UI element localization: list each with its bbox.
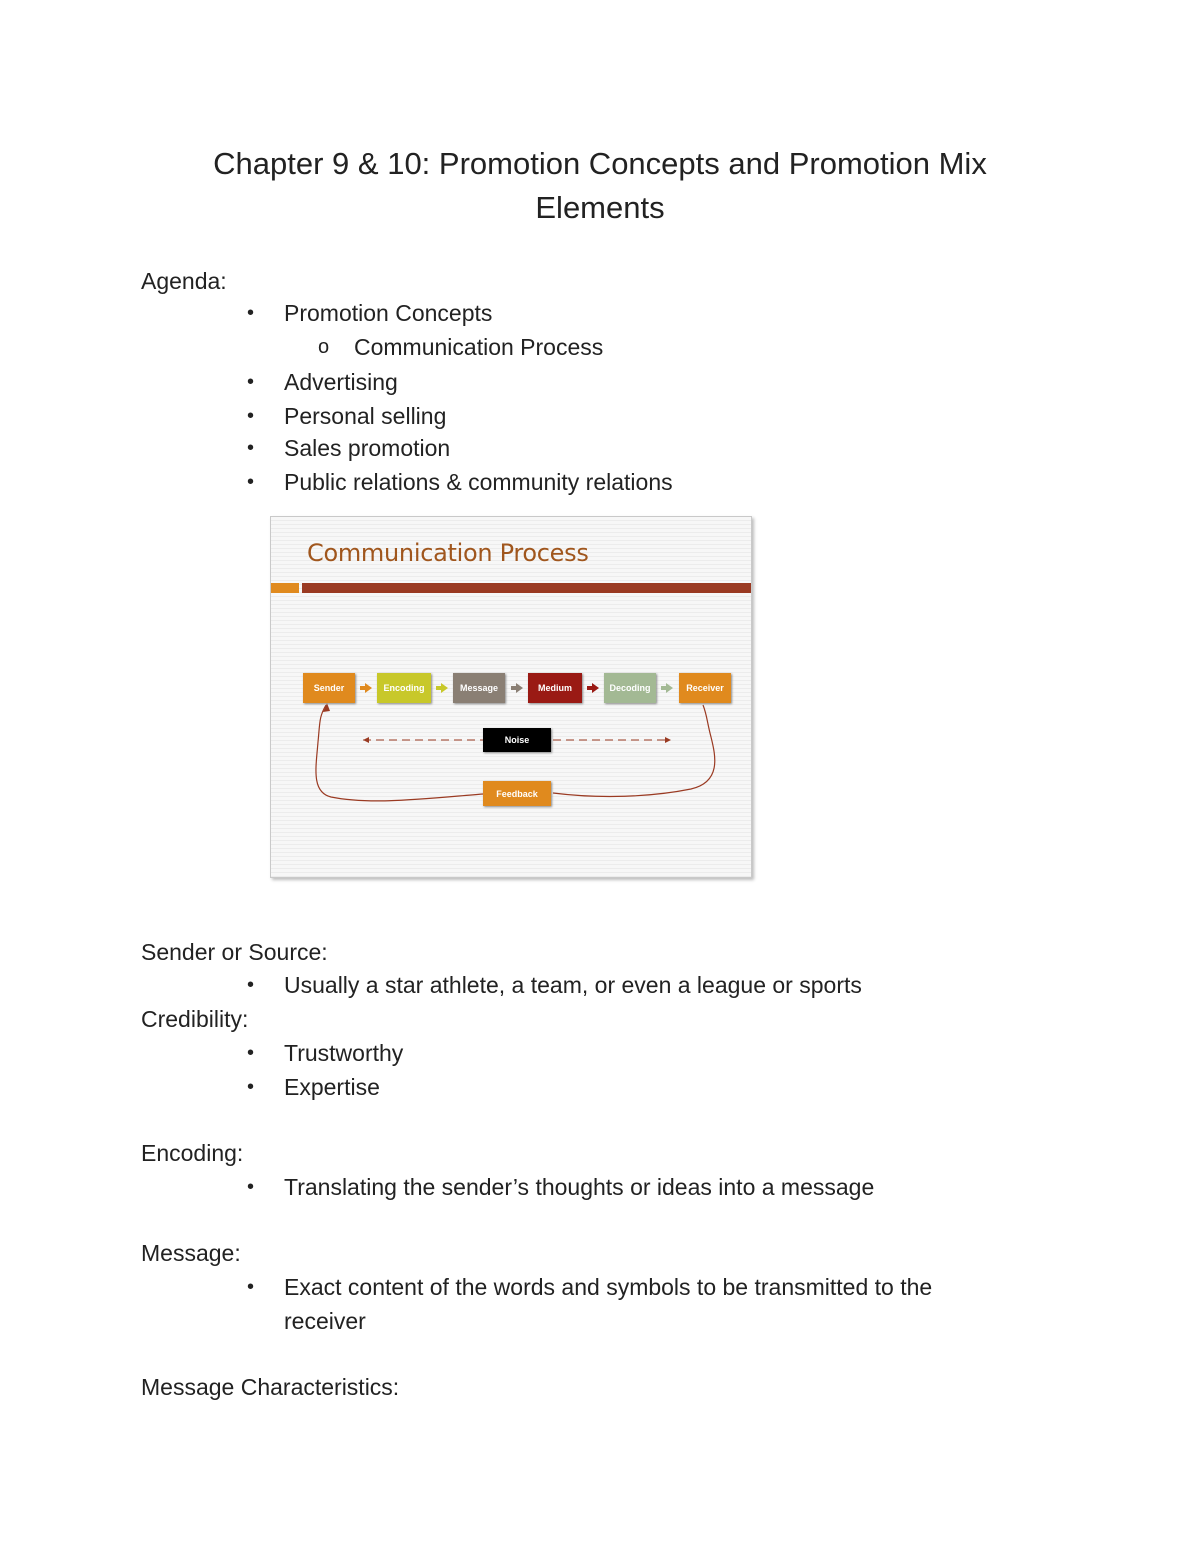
feedback-path-right (553, 705, 715, 796)
bullet-icon: • (247, 1042, 255, 1064)
sub-bullet-icon: o (318, 336, 330, 358)
arrow-icon (441, 683, 448, 693)
noise-box: Noise (483, 728, 551, 752)
noise-arrow-left (363, 737, 369, 743)
agenda-heading: Agenda: (141, 268, 227, 294)
step-message: Message (453, 673, 505, 703)
arrow-stem (511, 686, 516, 690)
document-title: Chapter 9 & 10: Promotion Concepts and Promotion Mix Elements (213, 146, 987, 225)
bullet-icon: • (247, 1176, 255, 1198)
message-characteristics-heading: Message Characteristics: (141, 1374, 400, 1400)
document-page: Chapter 9 & 10: Promotion Concepts and Promotion Mix Elements Agenda: • Promotion Concepts o Communication Process • Advertising • Personal selling • Sales promotion • Public relations & community relations Communication Process Sender Encoding Message Medium Decoding Receiver Noise Feedback Sender or Source: • Usually a star athlete, a team, or even a league or sports Credibility: • Trustworthy • Expertise Encoding: • Translating the sender’s thoughts or ideas into a message Message: • Exact content of the words and symbols to be transmitted to the receiver Message Characteristics: (0, 0, 1200, 1553)
arrow-icon (365, 683, 372, 693)
step-sender: Sender (303, 673, 355, 703)
bullet-icon: • (247, 371, 255, 393)
slide-title: Communication Process (307, 539, 589, 567)
bullet-icon: • (247, 974, 255, 996)
step-medium: Medium (528, 673, 582, 703)
arrow-stem (587, 686, 592, 690)
arrow-stem (360, 686, 365, 690)
arrow-icon (516, 683, 523, 693)
list-item: • Exact content of the words and symbols to be transmitted to the receiver (247, 1274, 933, 1334)
encoding-heading: Encoding: (141, 1140, 244, 1166)
sender-heading: Sender or Source: (141, 939, 328, 965)
arrow-icon (666, 683, 673, 693)
step-encoding: Encoding (377, 673, 431, 703)
bullet-icon: • (247, 437, 255, 459)
bullet-icon: • (247, 1076, 255, 1098)
credibility-heading: Credibility: (141, 1006, 249, 1032)
communication-process-slide (270, 516, 752, 878)
bullet-icon: • (247, 405, 255, 427)
feedback-path-left (316, 705, 483, 801)
message-heading: Message: (141, 1240, 241, 1266)
bullet-icon: • (247, 471, 255, 493)
step-receiver: Receiver (679, 673, 731, 703)
bullet-icon: • (247, 302, 255, 324)
noise-arrow-right (665, 737, 671, 743)
bullet-icon: • (247, 1276, 255, 1298)
arrow-stem (436, 686, 441, 690)
feedback-box: Feedback (483, 781, 551, 806)
step-decoding: Decoding (604, 673, 656, 703)
arrow-stem (661, 686, 666, 690)
arrow-icon (592, 683, 599, 693)
